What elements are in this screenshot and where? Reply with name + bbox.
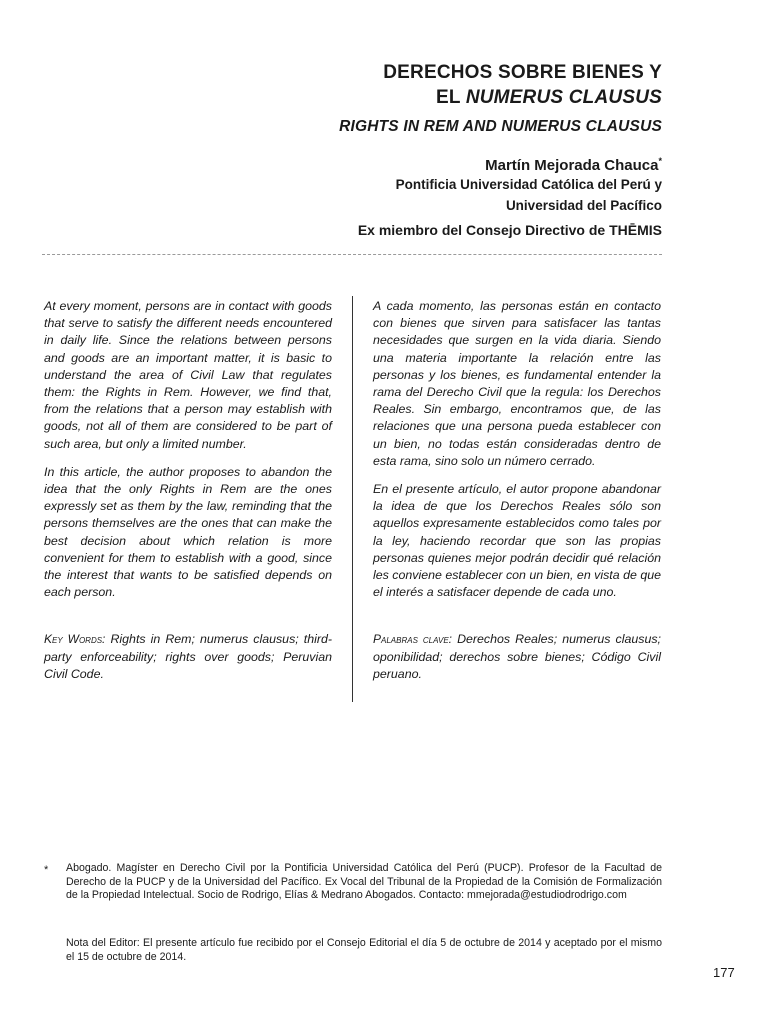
abstract-es-paragraph-1: A cada momento, las personas están en contacto con bienes que sirven para satisfacer las tantas necesidades que surgen en la vida diaria. Siendo una materia importante la relación entre las personas y los bienes, es fundamental entender la rama del Derecho Civil que la regula: los Derechos Reales. Sin embargo, encontramos que, de las relaciones que una persona pueda establecer con un bien, no todas están consideradas dentro de esta rama, sino solo un número cerrado.	[373, 299, 661, 468]
author-name	[102, 156, 662, 174]
title-line-2	[102, 85, 662, 110]
keywords-english-text: Rights in Rem; numerus clausus; third-party enforceability; rights over goods; Peruvian Civil Code.	[44, 632, 332, 681]
author-footnote-mark: *	[658, 156, 662, 166]
abstract-english	[44, 298, 332, 683]
keywords-spanish	[373, 631, 661, 683]
article-header	[102, 60, 662, 241]
keywords-spanish-label: Palabras clave:	[373, 632, 452, 647]
article-subtitle: RIGHTS IN REM AND NUMERUS CLAUSUS	[339, 118, 662, 135]
abstract-es-paragraph-2: En el presente artículo, el autor propone abandonar la idea de que los Derechos Reales sólo son aquellos expresamente establecidos como tales por la ley, haciendo recordar que son las propias personas quienes mejor podrán decidir qué relación les conviene establecer con un bien, en vista de que el interés a satisfacer depende de cada uno.	[373, 482, 661, 600]
affiliation-3: Ex miembro del Consejo Directivo de THĒMIS	[357, 222, 662, 238]
editor-note: Nota del Editor: El presente artículo fue recibido por el Consejo Editorial el día 5 de octubre de 2014 y aceptado por el mismo el 15 de octubre de 2014.	[66, 937, 662, 963]
affiliation-1: Pontificia Universidad Católica del Perú y	[395, 177, 662, 192]
title-line-1: DERECHOS SOBRE BIENES Y	[383, 62, 662, 83]
author-name-text: Martín Mejorada Chauca	[485, 157, 659, 174]
article-title	[102, 60, 662, 110]
keywords-spanish-text: Derechos Reales; numerus clausus; oponibilidad; derechos sobre bienes; Código Civil peruano.	[373, 632, 661, 681]
keywords-english	[44, 631, 332, 683]
keywords-english-label: Key Words:	[44, 632, 106, 647]
abstract-spanish	[373, 298, 661, 683]
abstract-en-paragraph-1: At every moment, persons are in contact with goods that serve to satisfy the different needs encountered in daily life. Since the relations between persons and goods are an important matter, it is basic to understand the area of Civil Law that regulates them: the Rights in Rem. However, we find that, from the relations that a person may establish with goods, not all of them are considered to be part of such area, but only a limited number.	[44, 299, 332, 451]
page-number: 177	[713, 965, 735, 980]
footnote-mark: *	[44, 864, 49, 876]
title-line-2-prefix: EL	[435, 87, 466, 108]
abstract-en-paragraph-2: In this article, the author proposes to abandon the idea that the only Rights in Rem are the ones expressly set as them by the law, reminding that the persons themselves are the ones that can make the best decision about which relation is more convenient for them to establish with a good, since the interest that wants to be satisfied depends on each person.	[44, 464, 332, 600]
column-divider	[352, 296, 353, 702]
affiliation-2: Universidad del Pacífico	[505, 198, 662, 213]
title-line-2-italic: NUMERUS CLAUSUS	[465, 87, 662, 108]
header-divider	[42, 254, 662, 255]
author-footnote: Abogado. Magíster en Derecho Civil por la Pontificia Universidad Católica del Perú (PUCP). Profesor de la Facultad de Derecho de la PUCP y de la Universidad del Pacífico. Ex Vocal del Tribunal de la Propiedad de la Comisión de Formalización de la Propiedad Intelectual. Socio de Rodrigo, Elías & Medrano Abogados. Contacto: mmejorada@estudiodrodrigo.com	[66, 862, 662, 902]
